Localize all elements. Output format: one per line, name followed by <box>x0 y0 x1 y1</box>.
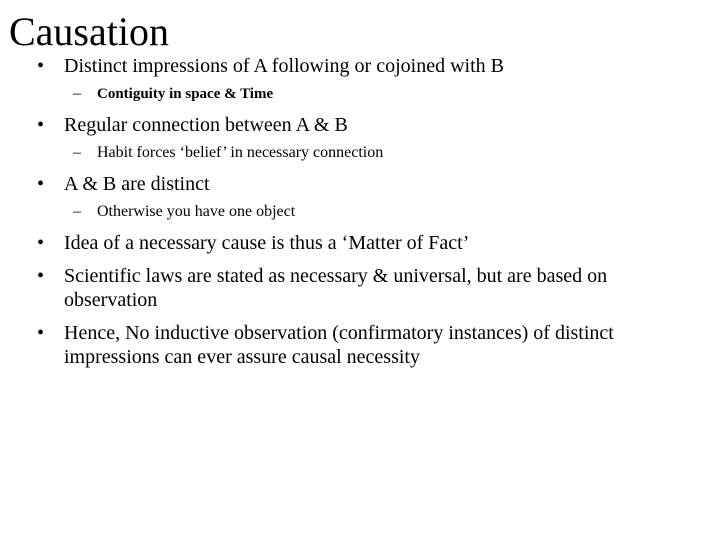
sub-bullet-text: Contiguity in space & Time <box>97 86 274 102</box>
slide-title: Causation <box>9 9 169 54</box>
bullet-icon: • <box>37 114 45 136</box>
bullet-text: Scientific laws are stated as necessary & universal, but are based on observation <box>64 265 608 311</box>
sub-bullet-item <box>0 143 657 163</box>
bullet-text: Distinct impressions of A following or cojoined with B <box>64 55 504 77</box>
bullet-icon: • <box>37 265 45 287</box>
bullet-text: A & B are distinct <box>64 173 210 195</box>
bullet-text: Regular connection between A & B <box>64 114 348 136</box>
sub-bullet-item <box>0 202 657 222</box>
bullet-text: Idea of a necessary cause is thus a ‘Matter of Fact’ <box>64 232 470 254</box>
bullet-item <box>0 231 634 255</box>
sub-bullet-item <box>0 84 657 104</box>
sub-bullet-text: Habit forces ‘belief’ in necessary connection <box>97 144 384 161</box>
bullet-item <box>0 321 634 369</box>
bullet-item <box>0 172 634 196</box>
bullet-text: Hence, No inductive observation (confirmatory instances) of distinct impressions can ever assure causal necessity <box>64 322 614 368</box>
dash-icon: – <box>73 85 81 102</box>
bullet-icon: • <box>37 55 45 77</box>
bullet-icon: • <box>37 322 45 344</box>
bullet-icon: • <box>37 232 45 254</box>
dash-icon: – <box>73 144 81 161</box>
sub-bullet-text: Otherwise you have one object <box>97 203 296 220</box>
bullet-icon: • <box>37 173 45 195</box>
bullet-item <box>0 113 634 137</box>
dash-icon: – <box>73 203 81 220</box>
bullet-item <box>0 54 634 78</box>
bullet-item <box>0 264 634 312</box>
bullet-list <box>0 54 720 378</box>
